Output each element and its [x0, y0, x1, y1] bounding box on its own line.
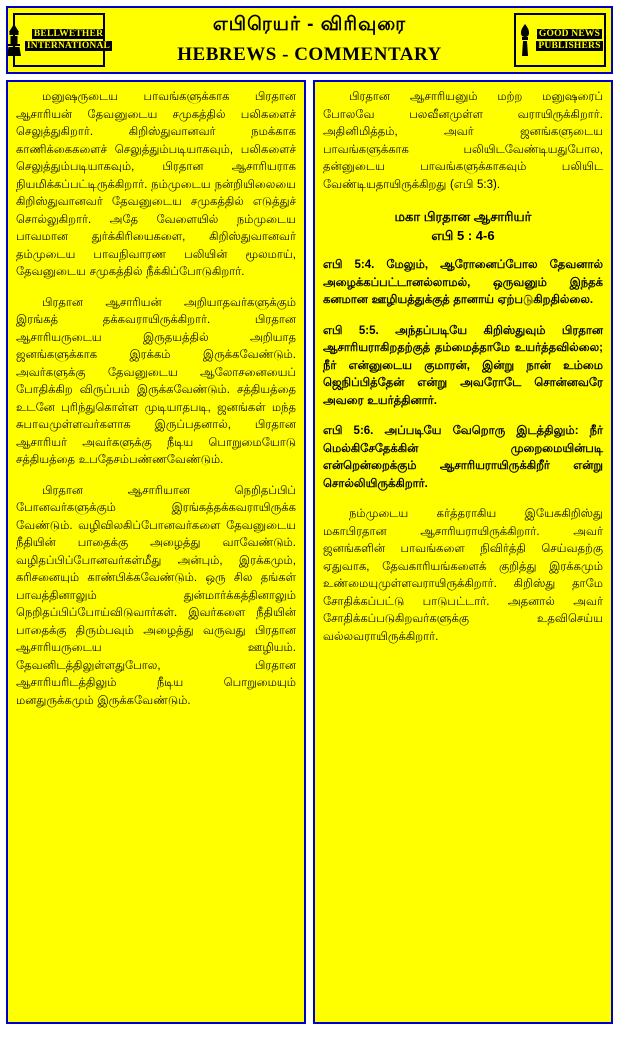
bell-tower-icon	[6, 23, 22, 57]
closing-paragraph: நம்முடைய கர்த்தராகிய இயேசுகிறிஸ்து மகாபிரதான ஆசாரியராயிருக்கிறார். அவர் ஜனங்களின் பாவங்களை நிவிர்த்தி செய்வதற்கு ஏதுவாக, தேவகாரியங்களைக் குறித்து இரக்கமும் உண்மையுமுள்ளவராயிருக்கிறார். கிறிஸ்து தாமே சோதிக்கப்பட்டு பாடுபட்டார். அதனால் அவர் சோதிக்கப்படுகிறவர்களுக்கு உதவிசெய்ய வல்லவராயிருக்கிறார்.	[323, 508, 603, 643]
logo-line-1: BELLWETHER	[33, 29, 104, 39]
intro-paragraph: பிரதான ஆசாரியனும் மற்ற மனுஷரைப் போலவே பலவீனமுள்ள வராயிருக்கிறார். அதினிமித்தம், அவர் ஜனங்களுடைய பாவங்களுக்காக பலியிடவேண்டியதுபோல, தன்னுடைய பாவங்களுக்காகவும் பலியிட வேண்டியதாயிருக்கிறது (எபி 5:3).	[323, 91, 603, 191]
verse-text: எபி 5:5. அந்தப்படியே கிறிஸ்துவும் பிரதான ஆசாரியராகிறதற்குத் தம்மைத்தாமே உயர்த்தவில்லை; நீர் என்னுடைய குமாரன், இன்று நான் உம்மை ஜெநிப்பித்தேன் என்று அவரோடே சொன்னவரே அவரை உயர்த்தினார்.	[323, 324, 603, 407]
page-header	[6, 6, 613, 74]
title-english: HEBREWS - COMMENTARY	[177, 44, 442, 65]
paragraph: மனுஷருடைய பாவங்களுக்காக பிரதான ஆசாரியன் தேவனுடைய சமுகத்தில் பலிகளைச் செலுத்துகிறார். கிறிஸ்துவானவர் நமக்காக காணிக்கைகளைச் செலுத்தும்படியாகவும், பலிகளைச் செலுத்தும்படியாகவும், பிரதான ஆசாரியராக நியமிக்கப்பட்டிருக்கிறார். நம்முடைய நன்றியிலையை கிறிஸ்துவானவர் தேவனுடைய சமுகத்தில் எடுத்துச் சொல்லுகிறார். அதே வேளையில் நம்முடைய பாவமான துர்க்கிரியைகளை, கிறிஸ்துவானவர் தம்முடைய பாவநிவாரண பலியின் மூலமாய், தேவனுடைய சமுகத்தில் நீக்கிப்போடுகிறார்.	[16, 91, 296, 278]
torch-icon	[517, 23, 533, 57]
section-heading-line-2: எபி 5 : 4-6	[431, 228, 495, 243]
left-column	[6, 80, 306, 1024]
logo-line-2: PUBLISHERS	[538, 41, 601, 51]
logo-line-1: GOOD NEWS	[538, 29, 601, 39]
logo-line-2: INTERNATIONAL	[26, 41, 111, 51]
paragraph: பிரதான ஆசாரியான நெறிதப்பிப் போனவர்களுக்கும் இரங்கத்தக்கவராயிருக்க வேண்டும். வழிவிலகிப்போனவர்களை தேவனுடைய நீதியின் பாதைக்கு அழைத்து வாவேண்டும். வழிதப்பிப்போனவர்கள்மீது அன்பும், இரக்கமும், கரிசனையும் காண்பிக்கவேண்டும். ஒரு சில தங்கள் பாவத்தினாலும் துன்மார்க்கத்தினாலும் நெறிதப்பிப்போய்விடுவார்கள். இவர்களை நீதியின் பாதைக்கு திரும்பவும் அழைத்து வருவது பிரதான ஆசாரியருடைய ஊழியம். தேவனிடத்திலுள்ளதுபோல, பிரதான ஆசாரியரிடத்திலும் நீடிய பொறுமையும் மனதுருக்கமும் இருக்கவேண்டும்.	[16, 484, 296, 707]
section-heading-line-1: மகா பிரதான ஆசாரியர்	[394, 209, 532, 224]
section-heading	[323, 207, 603, 245]
page-title	[110, 8, 509, 72]
paragraph: பிரதான ஆசாரியன் அறியாதவர்களுக்கும் இரங்கத் தக்கவராயிருக்கிறார். பிரதான ஆசாரியருடைய இருதயத்தில் அறியாத ஜனங்களுக்காக இரக்கம் இருக்கவேண்டும். அவர்களுக்கு தேவனுடைய ஆலோசனையைப் போதிக்கிற விருப்பம் இருக்கவேண்டும். சத்தியத்தை உடனே புரிந்துகொள்ள முடியாதபடி, ஜனங்கள் மந்த சுபாவமுள்ளவர்களாக இருப்பதனால், பிரதான ஆசாரியர் அவர்களுக்கு நீடிய பொறுமையோடு சத்தியத்தை உபதேசம்பண்ணவேண்டும்.	[16, 296, 296, 466]
content-columns	[6, 80, 613, 1024]
good-news-publishers-logo	[514, 13, 606, 67]
right-column	[313, 80, 613, 1024]
verse-text: எபி 5:6. அப்படியே வேறொரு இடத்திலும்: நீர் மெல்கிசேதேக்கின் முறைமையின்படி என்றென்றைக்கும் ஆசாரியராயிருக்கிறீர் என்று சொல்லியிருக்கிறார்.	[323, 425, 603, 490]
verse-text: எபி 5:4. மேலும், ஆரோனைப்போல தேவனால் அழைக்கப்பட்டானல்லாமல், ஒருவனும் இந்தக் கனமான ஊழியத்துக்குத் தானாய் ஏற்படுகிறதில்லை.	[323, 259, 603, 306]
bellwether-international-logo	[13, 13, 111, 67]
title-tamil: எபிரெயர் - விரிவுரை	[212, 14, 407, 35]
